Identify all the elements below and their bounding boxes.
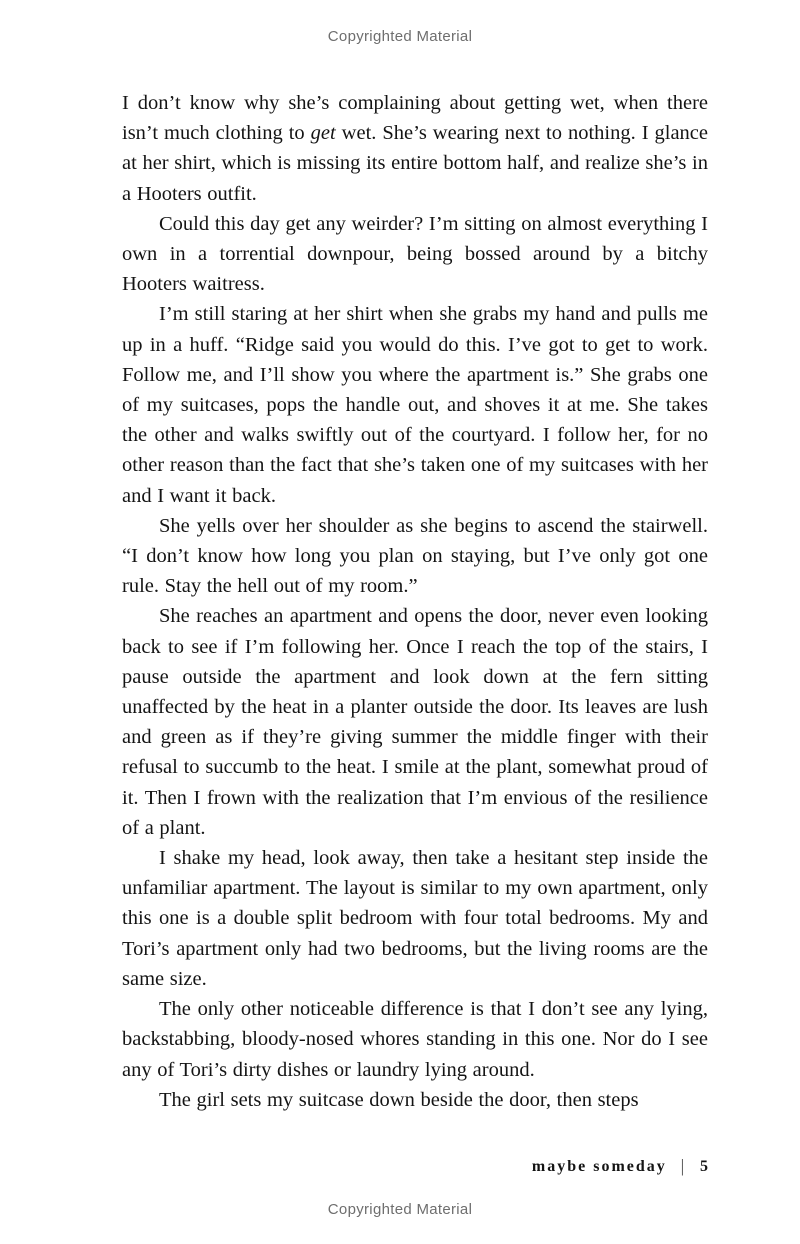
- copyright-notice-bottom: Copyrighted Material: [327, 1201, 473, 1218]
- copyright-notice-top: Copyrighted Material: [327, 28, 473, 45]
- body-paragraph: [122, 88, 708, 209]
- body-paragraph: Could this day get any weirder? I’m sitting on almost everything I own in a torrential downpour, being bossed around by a bitchy Hooters waitress.: [122, 212, 708, 296]
- body-paragraph: The girl sets my suitcase down beside the door, then steps: [159, 1088, 639, 1111]
- page-footer: [532, 1158, 708, 1176]
- paragraph-text: I don’t know why she’s complaining about getting wet, when there isn’t much clothing to: [122, 92, 708, 145]
- italic-word: get: [310, 122, 336, 145]
- running-footer-book-title: maybe someday: [531, 1158, 667, 1175]
- paragraph-text: wet. She’s wearing next to nothing. I glance at her shirt, which is missing its entire bottom half, and realize she’s in a Hooters outfit.: [122, 122, 708, 205]
- body-paragraph: She reaches an apartment and opens the door, never even looking back to see if I’m following her. Once I reach the top of the stairs, I pause outside the apartment and look down at the fern sitting unaffected by the heat in a planter outside the door. Its leaves are lush and green as if they’re giving summer the middle finger with their refusal to succumb to the heat. I smile at the plant, somewhat proud of it. Then I frown with the realization that I’m envious of the resilience of a plant.: [122, 605, 708, 839]
- body-paragraph: I’m still staring at her shirt when she grabs my hand and pulls me up in a huff. “Ridge said you would do this. I’ve got to get to work. Follow me, and I’ll show you where the apartment is.” She grabs one of my suitcases, pops the handle out, and shoves it at me. She takes the other and walks swiftly out of the courtyard. I follow her, for no other reason than the fact that she’s taken one of my suitcases with her and I want it back.: [122, 303, 708, 507]
- footer-separator: |: [680, 1157, 686, 1176]
- page-number: 5: [700, 1158, 708, 1175]
- page-text-block: [122, 88, 708, 1115]
- body-paragraph: She yells over her shoulder as she begins to ascend the stairwell. “I don’t know how long you plan on staying, but I’ve only got one rule. Stay the hell out of my room.”: [122, 514, 708, 598]
- body-paragraph: I shake my head, look away, then take a hesitant step inside the unfamiliar apartment. The layout is similar to my own apartment, only this one is a double split bedroom with four total bedrooms. My and Tori’s apartment only had two bedrooms, but the living rooms are the same size.: [122, 847, 708, 990]
- body-paragraph: The only other noticeable difference is that I don’t see any lying, backstabbing, bloody-nosed whores standing in this one. Nor do I see any of Tori’s dirty dishes or laundry lying around.: [122, 998, 708, 1081]
